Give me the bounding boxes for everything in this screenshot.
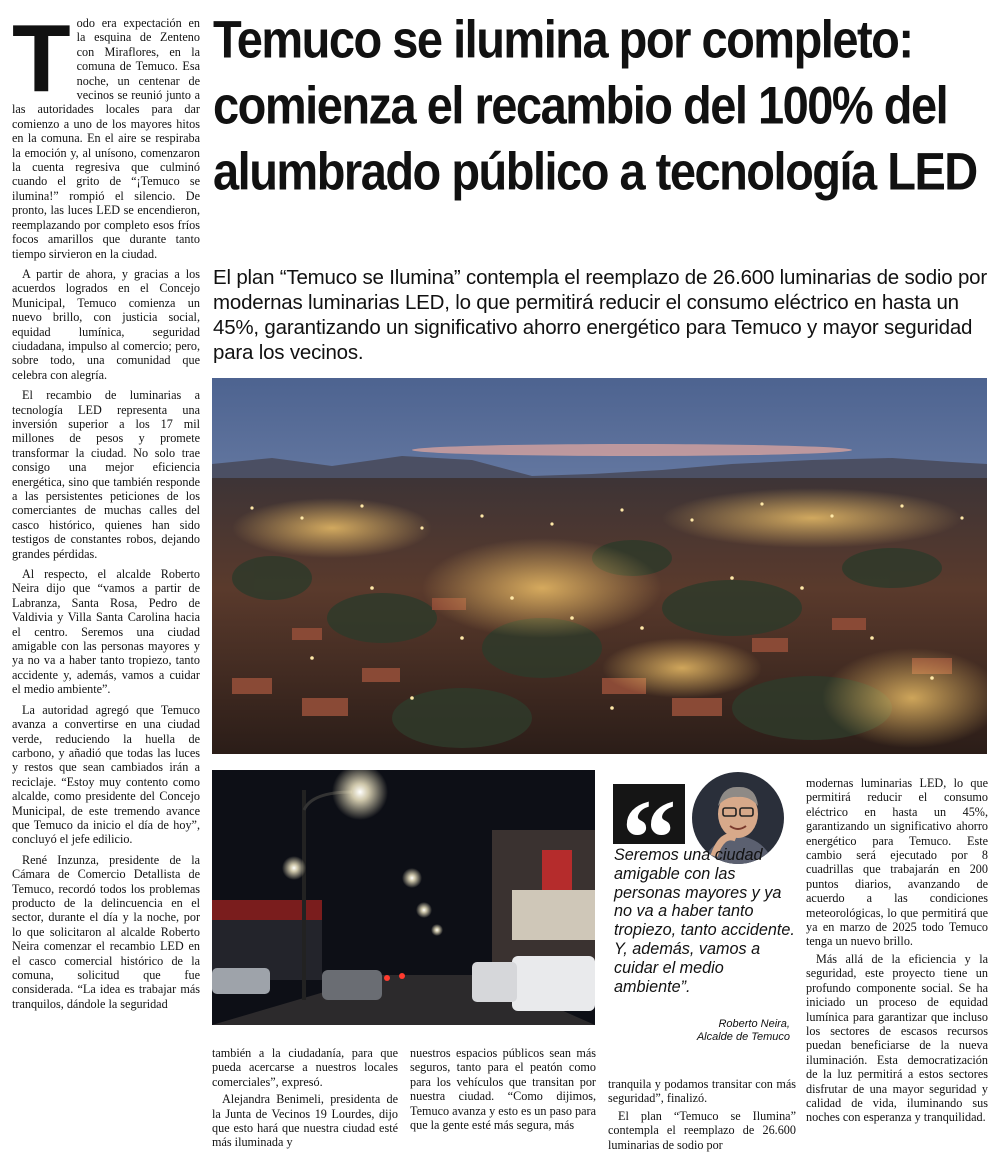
paragraph: La autoridad agregó que Temuco avanza a convertirse en una ciudad verde, reduciendo la huella de carbono, y añadió que todas las luces y restos que sean cambiados irán a reciclaje. “Estoy muy contento como alcalde, como presidente del Concejo Municipal, de este tremendo avance que Temuco da inicio el día de hoy”, concluyó el jefe edilicio.	[12, 702, 200, 847]
paragraph: El plan “Temuco se Ilumina” contempla el reemplazo de 26.600 luminarias de sodio por	[608, 1108, 796, 1152]
mid-column-2	[410, 1046, 596, 1160]
city-night-photo	[212, 378, 987, 754]
paragraph: nuestros espacios públicos sean más seguros, tanto para el peatón como para los vehículos que transitan por nuestra ciudad. “Como dijimos, Temuco avanza y esto es un paso para que la gente esté más segura, más	[410, 1046, 596, 1133]
drop-cap: T	[12, 16, 71, 112]
headline: Temuco se ilumina por completo: comienza el recambio del 100% del alumbrado público a tecnología LED	[213, 9, 977, 201]
left-column	[12, 16, 200, 1156]
right-column	[806, 776, 988, 1160]
paragraph: odo era expectación en la esquina de Zenteno con Miraflores, en la comuna de Temuco. Esa noche, un centenar de vecinos se reunió junto a las autoridades locales para dar comienzo a uno de los mayores hitos en la comuna. En el aire se respiraba la emoción y, al unísono, comenzaron la cuenta regresiva que culminó cuando el grito de “¡Temuco se ilumina!” rompió el silencio. De pronto, las luces LED se encendieron, reemplazando por completo esos fríos focos amarillos que durante tanto tiempo sirvieron en la ciudad.	[12, 16, 200, 261]
pull-quote	[608, 772, 796, 1062]
subheadline: El plan “Temuco se Ilumina” contempla el reemplazo de 26.600 luminarias de sodio por modernas luminarias LED, lo que permitirá reducir el consumo eléctrico en hasta un 45%, garantizando un significativo ahorro energético para Temuco y mayor seguridad para los vecinos.	[213, 266, 988, 364]
paragraph: tranquila y podamos transitar con más seguridad”, finalizó.	[608, 1077, 796, 1106]
paragraph: modernas luminarias LED, lo que permitirá reducir el consumo eléctrico en hasta un 45%, garantizando un significativo ahorro energético para Temuco. Este cambio será ejecutado por 8 cuadrillas que trabajarán en 200 puntos diarios, avanzando de acuerdo a las condiciones meteorológicas, lo que permitirá que ya en marzo de 2025 todo Temuco tenga un nuevo brillo.	[806, 776, 988, 949]
paragraph: El recambio de luminarias a tecnología LED representa una inversión superior a los 17 mil millones de pesos y promete transformar la ciudad. No solo trae consigo una mejor eficiencia energética, sino que también responde a las persistentes peticiones de los comerciantes de muchas calles del casco histórico, quienes han sido testigos de constantes robos, dejando grandes pérdidas.	[12, 388, 200, 561]
quote-text: Seremos una ciudad amigable con las personas mayores y ya no va a haber tanto tropiezo, tanto accidente. Y, además, vamos a cuidar el medio ambiente”.	[614, 846, 795, 996]
paragraph: también a la ciudadanía, para que pueda acercarse a nuestros locales comerciales”, expresó.	[212, 1046, 398, 1089]
paragraph: A partir de ahora, y gracias a los acuerdos logrados en el Concejo Municipal, Temuco comienza un nuevo brillo, con justicia social, equidad lumínica, seguridad ciudadana, impulso al comercio; pero, sobre todo, una comunidad que celebra con alegría.	[12, 266, 200, 382]
mid-column-3	[608, 1077, 796, 1161]
author-name: Roberto Neira,	[718, 1018, 790, 1030]
paragraph: Al respecto, el alcalde Roberto Neira dijo que “vamos a partir de Labranza, Santa Rosa, Pedro de Valdivia y Villa Santa Carolina hacia el centro. Seremos una ciudad amigable con las personas mayores y ya no va a haber tanto tropiezo, tanto accidente y, además, vamos a cuidar el medio ambiente”.	[12, 567, 200, 697]
quote-author	[697, 1018, 790, 1044]
quote-marks-icon	[613, 784, 685, 844]
author-role: Alcalde de Temuco	[696, 1031, 790, 1043]
paragraph: René Inzunza, presidente de la Cámara de Comercio Detallista de Temuco, recordó todos los problemas producto de la delincuencia en el sector, durante el día y la noche, por lo que solicitaron al alcalde Roberto Neira comenzar el recambio LED en el casco comercial histórico de la comuna, solicitud que fue considerada. “La idea es trabajar más tranquilos, dándole la seguridad	[12, 852, 200, 1011]
paragraph: Más allá de la eficiencia y la seguridad, este proyecto tiene un profundo componente social. Se ha iniciado un proceso de equidad lumínica para garantizar que incluso los sectores de escasos recursos puedan beneficiarse de la nueva iluminación. Esta democratización de la luz permitirá a estos sectores disfrutar de una mayor seguridad y calidad de vida, iluminando sus noches con esperanza y tranquilidad.	[806, 951, 988, 1125]
street-lights-photo	[212, 770, 595, 1025]
mid-column-1	[212, 1046, 398, 1160]
paragraph: Alejandra Benimeli, presidenta de la Junta de Vecinos 19 Lourdes, dijo que esto hará que nuestra ciudad esté más iluminada y	[212, 1092, 398, 1150]
